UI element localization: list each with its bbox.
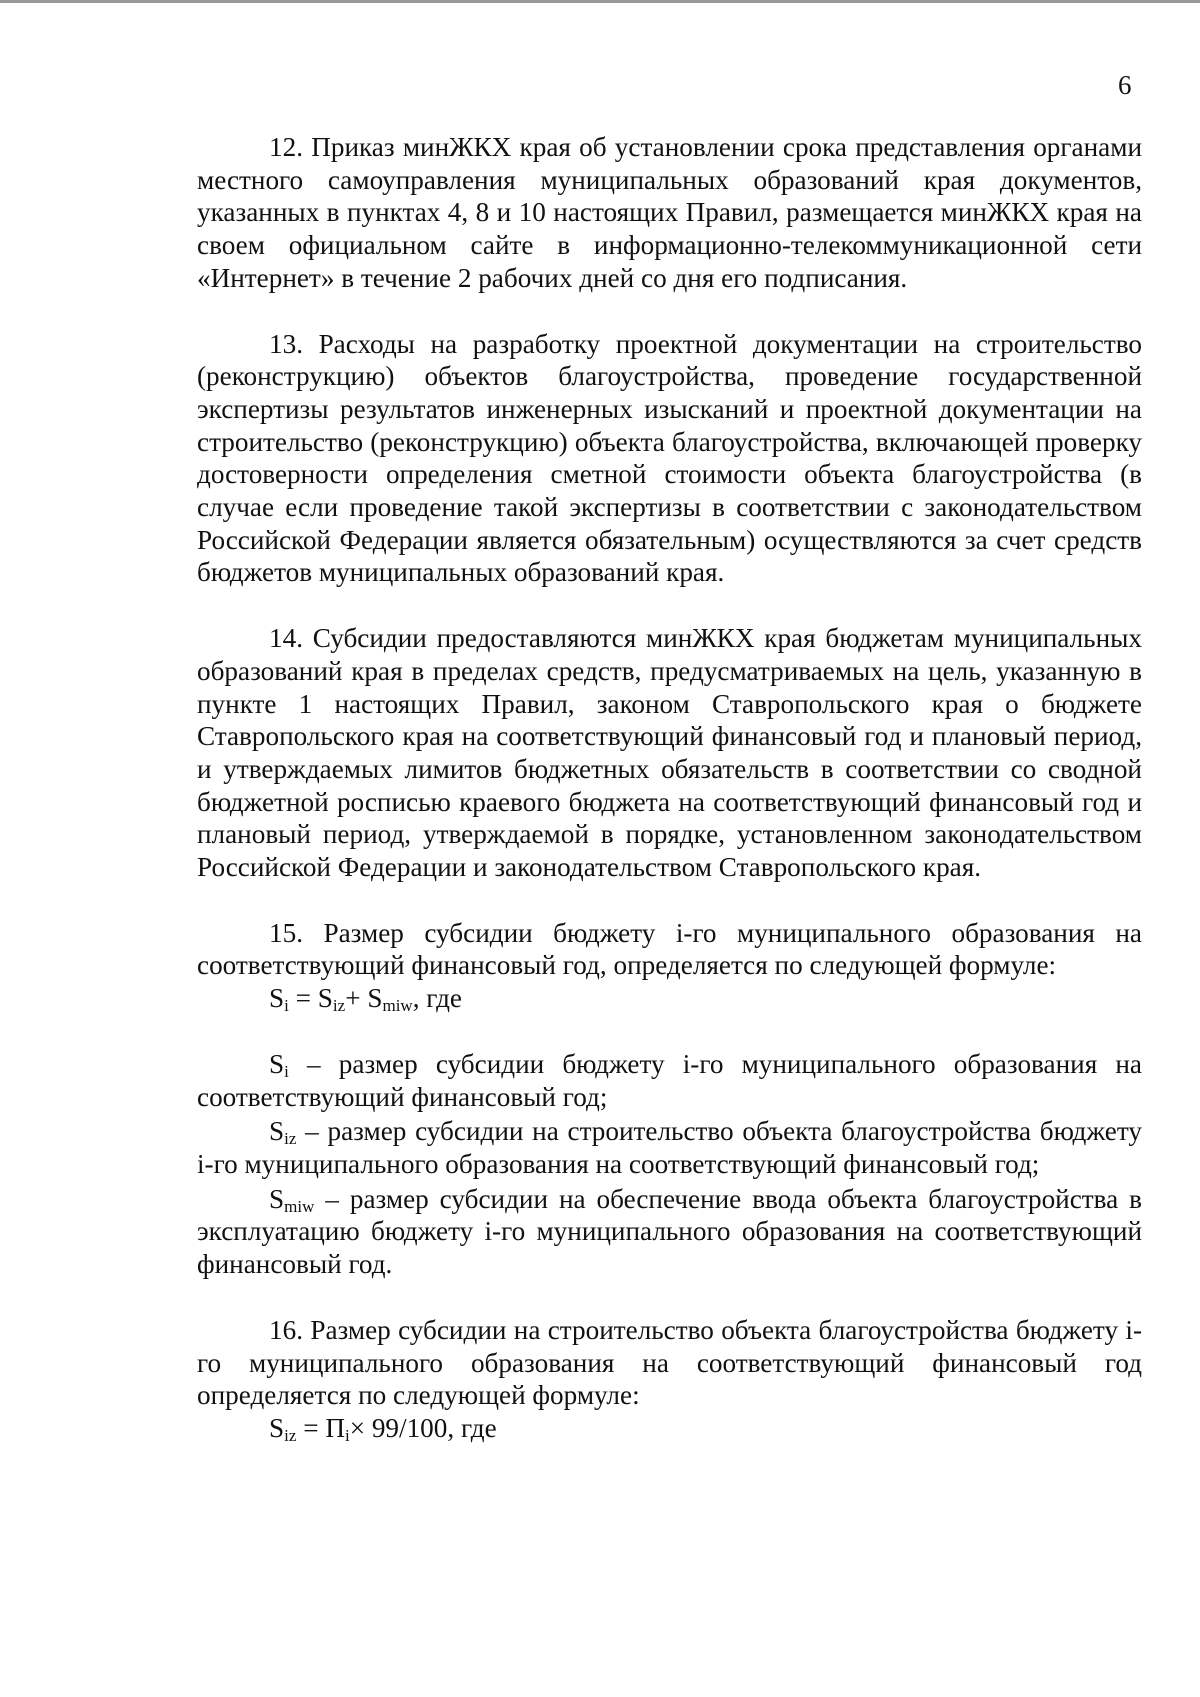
definition-si xyxy=(197,1048,1142,1113)
definition-subscript: iz xyxy=(284,1129,297,1149)
formula-subscript: miw xyxy=(382,996,413,1016)
formula-subscript: iz xyxy=(332,996,346,1016)
formula-tail: × 99/100, где xyxy=(349,1412,497,1443)
formula-subscript: i xyxy=(344,1425,350,1445)
formula-operator: + S xyxy=(345,983,383,1014)
formula-siz xyxy=(197,1412,1142,1445)
definition-symbol: S xyxy=(269,1048,285,1079)
top-border-line xyxy=(0,0,1200,3)
paragraph-13: 13. Расходы на разработку проектной документации на строительство (реконструкцию) объектов благоустройства, проведение государственной экспертизы результатов инженерных изысканий и проектной документации на строительство (реконструкцию) объекта благоустройства, включающей проверку достоверности определения сметной стоимости объекта благоустройства (в случае если проведение такой экспертизы в соответствии с законодательством Российской Федерации является обязательным) осуществляются за счет средств бюджетов муниципальных образований края. xyxy=(197,328,1142,588)
formula-subscript: iz xyxy=(284,1425,297,1445)
document-body xyxy=(197,131,1142,1445)
paragraph-16: 16. Размер субсидии на строительство объекта благоустройства бюджету i-го муниципального образования на соответствующий финансовый год определяется по следующей формуле: xyxy=(197,1314,1142,1411)
page-number: 6 xyxy=(1118,70,1132,100)
formula-operator: = П xyxy=(296,1412,345,1443)
definition-symbol: S xyxy=(269,1116,285,1147)
definition-smiw xyxy=(197,1183,1142,1281)
definition-subscript: miw xyxy=(284,1196,315,1216)
definition-subscript: i xyxy=(284,1061,289,1081)
formula-tail: , где xyxy=(412,983,462,1014)
paragraph-12: 12. Приказ минЖКХ края об установлении срока представления органами местного самоуправления муниципальных образований края документов, указанных в пунктах 4, 8 и 10 настоящих Правил, размещается минЖКХ края на своем официальном сайте в информационно-телекоммуникационной сети «Интернет» в течение 2 рабочих дней со дня его подписания. xyxy=(197,132,1142,293)
definition-text: – размер субсидии бюджету i-го муниципального образования на соответствующий финансовый год; xyxy=(197,1048,1142,1112)
formula-operator: = S xyxy=(288,983,333,1014)
definition-text: – размер субсидии на строительство объекта благоустройства бюджету i-го муниципального образования на соответствующий финансовый год; xyxy=(197,1116,1142,1179)
definition-siz xyxy=(197,1115,1142,1180)
formula-subscript: i xyxy=(284,996,289,1016)
formula-si xyxy=(197,982,1142,1015)
paragraph-14: 14. Субсидии предоставляются минЖКХ края бюджетам муниципальных образований края в пределах средств, предусматриваемых на цель, указанную в пункте 1 настоящих Правил, законом Ставропольского края о бюджете Ставропольского края на соответствующий финансовый год и плановый период, и утверждаемых лимитов бюджетных обязательств в соответствии со сводной бюджетной росписью краевого бюджета на соответствующий финансовый год и плановый период, утверждаемой в порядке, установленном законодательством Российской Федерации и законодательством Ставропольского края. xyxy=(197,623,1142,883)
formula-symbol: S xyxy=(269,1412,285,1443)
definition-text: – размер субсидии на обеспечение ввода объекта благоустройства в эксплуатацию бюджету i-го муниципального образования на соответствующий финансовый год. xyxy=(197,1183,1142,1280)
paragraph-15: 15. Размер субсидии бюджету i-го муниципального образования на соответствующий финансовый год, определяется по следующей формуле: xyxy=(197,917,1142,981)
formula-symbol: S xyxy=(269,983,285,1014)
definition-symbol: S xyxy=(269,1183,285,1214)
